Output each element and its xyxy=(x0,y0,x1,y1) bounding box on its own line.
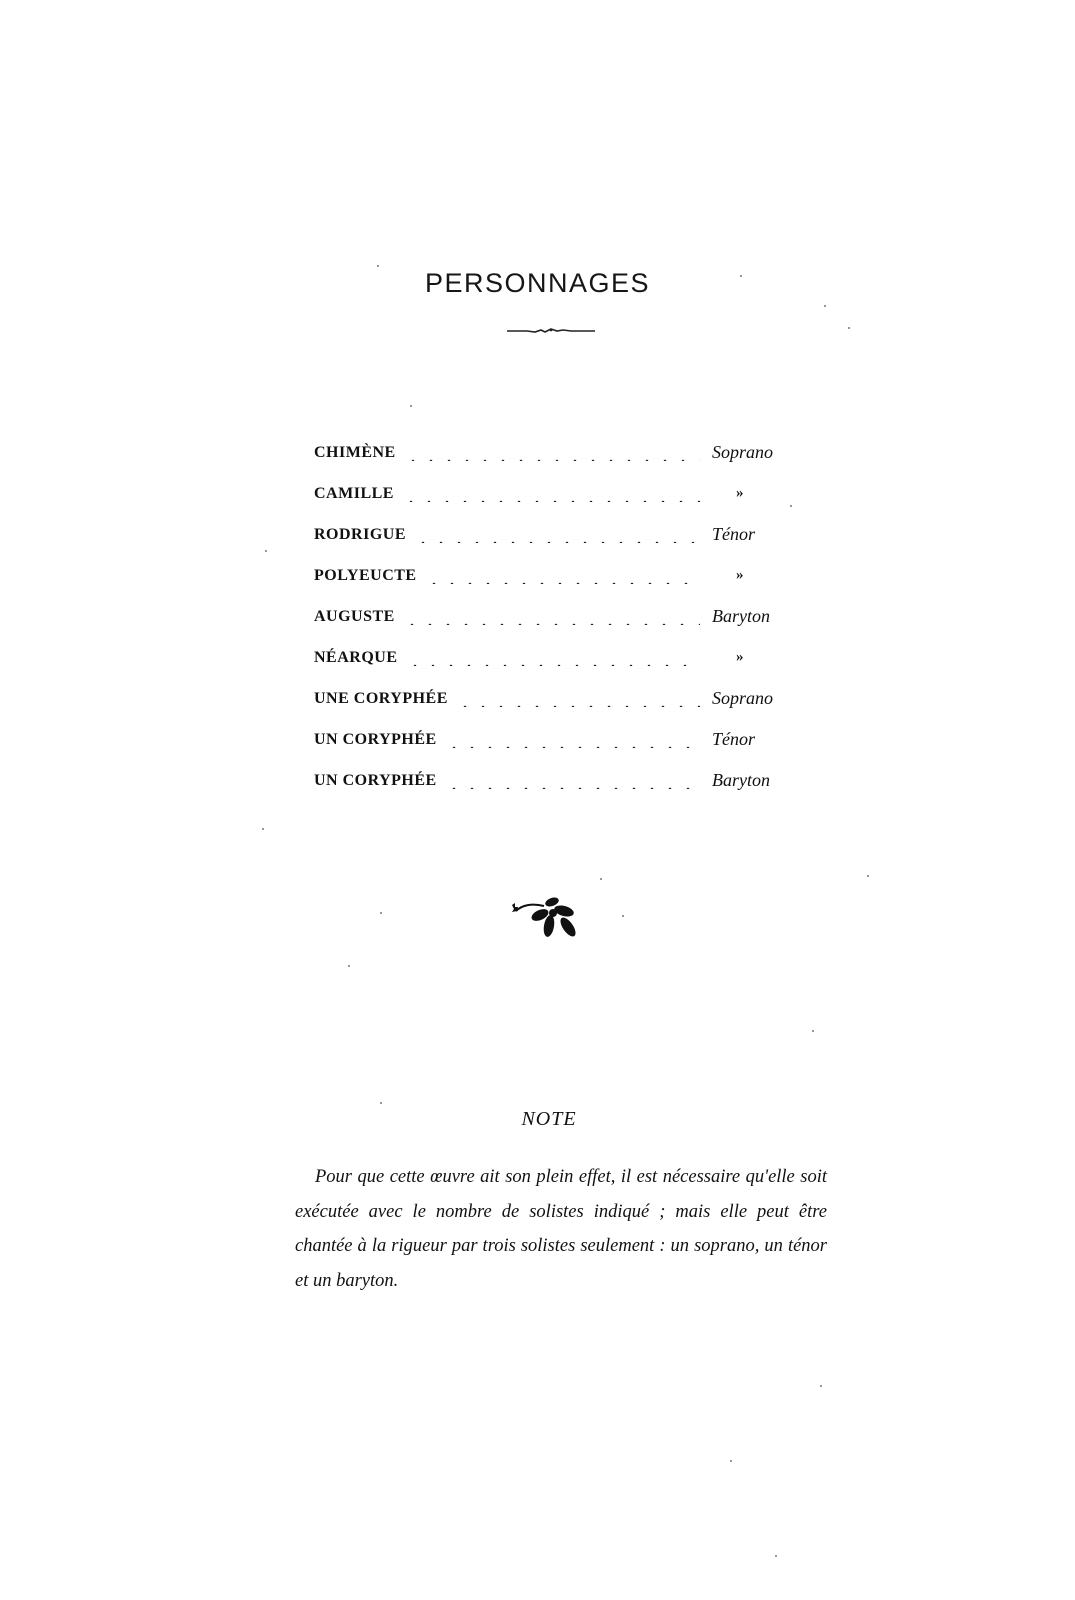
dot-leader xyxy=(425,568,700,584)
cast-row xyxy=(314,473,804,514)
voice-type-ditto: » xyxy=(736,567,744,583)
scan-speck xyxy=(622,915,624,917)
scan-speck xyxy=(377,265,379,267)
title-ornamental-rule xyxy=(505,325,597,335)
cast-row xyxy=(314,596,804,637)
voice-type: Ténor xyxy=(712,729,756,749)
voice-type: Soprano xyxy=(712,442,774,462)
dot-leader xyxy=(456,691,700,707)
cast-row xyxy=(314,719,804,760)
cast-row xyxy=(314,555,804,596)
dot-leader xyxy=(403,609,700,625)
dot-leader xyxy=(445,773,700,789)
scan-speck xyxy=(790,505,792,507)
cast-row xyxy=(314,678,804,719)
scan-speck xyxy=(730,1460,732,1462)
scan-speck xyxy=(775,1555,777,1557)
scan-speck xyxy=(262,828,264,830)
scan-speck xyxy=(265,550,267,552)
dot-leader xyxy=(404,445,700,461)
voice-type-ditto: » xyxy=(736,649,744,665)
cast-row xyxy=(314,514,804,555)
dot-leader xyxy=(445,732,700,748)
role-name: RODRIGUE xyxy=(314,525,407,543)
scan-speck xyxy=(600,878,602,880)
cast-row xyxy=(314,432,804,473)
role-name: CHIMÈNE xyxy=(314,443,396,461)
scan-speck xyxy=(348,965,350,967)
scan-speck xyxy=(740,275,742,277)
note-heading: NOTE xyxy=(521,1108,577,1130)
role-name: POLYEUCTE xyxy=(314,566,417,584)
voice-type-ditto: » xyxy=(736,485,744,501)
scan-speck xyxy=(812,1030,814,1032)
role-name: NÉARQUE xyxy=(314,648,398,666)
voice-type: Soprano xyxy=(712,688,774,708)
role-name: UN CORYPHÉE xyxy=(314,771,437,789)
role-name: UN CORYPHÉE xyxy=(314,730,437,748)
dot-leader xyxy=(414,527,700,543)
role-name: UNE CORYPHÉE xyxy=(314,689,448,707)
floral-leaf-ornament-icon xyxy=(508,893,588,943)
scan-speck xyxy=(380,1102,382,1104)
scan-speck xyxy=(820,1385,822,1387)
page-title: PERSONNAGES xyxy=(424,268,651,298)
cast-list xyxy=(314,432,804,801)
scan-speck xyxy=(867,875,869,877)
scan-speck xyxy=(848,327,850,329)
role-name: CAMILLE xyxy=(314,484,394,502)
cast-row xyxy=(314,637,804,678)
note-paragraph: Pour que cette œuvre ait son plein effet, il est nécessaire qu'elle soit exécutée avec le nombre de solistes indiqué ; mais elle peut être chantée à la rigueur par trois solistes seulement : un soprano, un ténor et un baryton. xyxy=(295,1167,827,1291)
scan-speck xyxy=(410,405,412,407)
dot-leader xyxy=(406,650,700,666)
voice-type: Baryton xyxy=(712,606,770,626)
role-name: AUGUSTE xyxy=(314,607,395,625)
voice-type: Ténor xyxy=(712,524,756,544)
cast-row xyxy=(314,760,804,801)
scan-speck xyxy=(380,912,382,914)
voice-type: Baryton xyxy=(712,770,770,790)
dot-leader xyxy=(402,486,700,502)
scan-speck xyxy=(824,305,826,307)
